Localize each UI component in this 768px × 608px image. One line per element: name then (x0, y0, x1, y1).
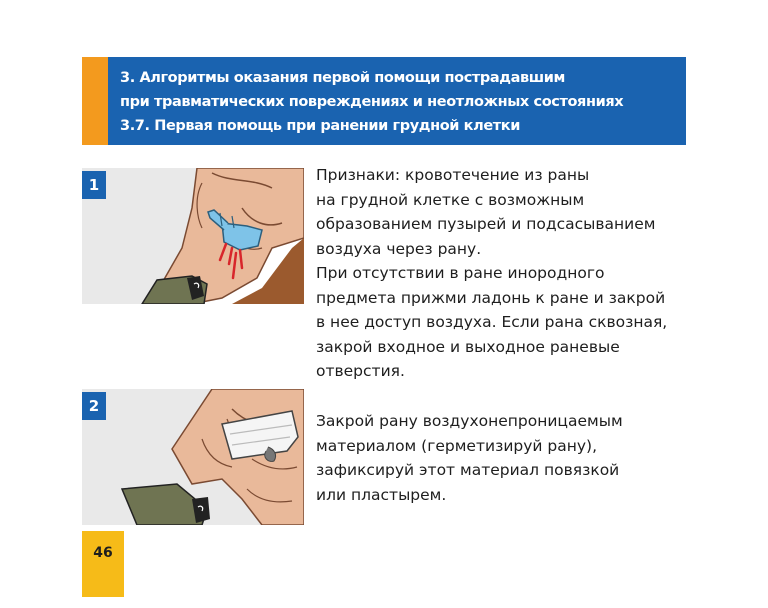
text-line: Закрой рану воздухонепроницаемым (316, 412, 623, 430)
text-line: материалом (герметизируй рану), (316, 436, 598, 455)
header-accent-bar (82, 57, 108, 145)
step-number-badge: 2 (82, 392, 106, 420)
section-title (120, 66, 623, 138)
text-line: Признаки: кровотечение из раны (316, 166, 590, 184)
text-line: При отсутствии в ране инородного (316, 264, 605, 282)
text-line: в нее доступ воздуха. Если рана сквозная, (316, 313, 668, 331)
step-1-description (316, 163, 667, 384)
text-line: или пластырем. (316, 485, 447, 504)
text-line: образованием пузырей и подсасыванием (316, 215, 656, 233)
page-number: 46 (82, 531, 124, 597)
section-title-line-1: 3. Алгоритмы оказания первой помощи пострадавшим (120, 70, 565, 86)
text-line: отверстия. (316, 362, 405, 380)
text-line: закрой входное и выходное раневые (316, 337, 620, 356)
step-2-description (316, 409, 623, 507)
text-line: на грудной клетке с возможным (316, 190, 585, 209)
step-number-badge: 1 (82, 171, 106, 199)
hand-pressing-chest-wound-icon (82, 168, 304, 304)
text-line: воздуха через рану. (316, 239, 482, 258)
step-1-illustration (82, 168, 304, 304)
bandaged-chest-icon (82, 389, 304, 525)
subsection-title: 3.7. Первая помощь при ранении грудной клетки (120, 118, 520, 134)
text-line: зафиксируй этот материал повязкой (316, 461, 620, 479)
text-line: предмета прижми ладонь к ране и закрой (316, 288, 666, 307)
step-2-illustration (82, 389, 304, 525)
section-title-line-2: при травматических повреждениях и неотложных состояниях (120, 94, 624, 110)
